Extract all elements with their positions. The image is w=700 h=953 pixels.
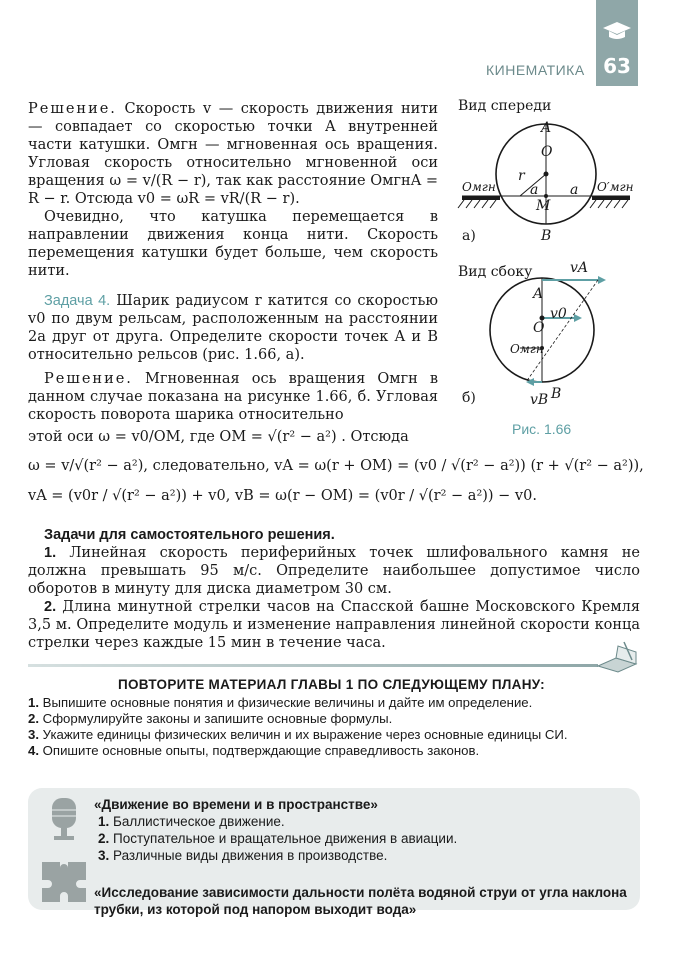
self-task-2-num: 2. — [44, 599, 57, 615]
point-O-side: O — [533, 320, 545, 336]
section-title: КИНЕМАТИКА — [486, 62, 585, 78]
puzzle-icon — [40, 860, 88, 904]
figure-caption: Рис. 1.66 — [512, 421, 572, 437]
self-task-1-num: 1. — [44, 545, 57, 561]
point-Omgn: Oмгн — [462, 180, 496, 194]
review-list — [28, 695, 640, 759]
self-task-1-text: Линейная скорость периферийных точек шлифовального камня не должна превышать 95 м/с. Определите наибольшее допустимое число оборотов в минуту для диска диаметром 30 см. — [28, 545, 640, 597]
book-icon — [596, 640, 640, 676]
solution-label: Решение. — [28, 101, 117, 117]
solution-1 — [28, 100, 438, 280]
task-text: Шарик радиусом r катится со скоростью v0 по двум рельсам, расположенным на расстоянии 2a друг от друга. Определите скорости точек A и B относительно рельсов (рис. 1.66, а). — [28, 293, 438, 363]
figure-side-title: Вид сбоку — [458, 264, 533, 280]
page-tab — [596, 0, 638, 86]
review-item: 1. Выпишите основные понятия и физические величины и дайте им определение. — [28, 695, 533, 710]
research-title: «Исследование зависимости дальности полёта водяной струи от угла наклона трубки, из которой под напором выходит вода» — [94, 885, 627, 917]
self-tasks-title: Задачи для самостоятельного решения. — [44, 527, 335, 543]
formula-1: ω = v/√(r² − a²), следовательно, vA = ω(r + OM) = (v0 / √(r² − a²)) (r + √(r² − a²)), — [28, 458, 644, 474]
point-M: M — [536, 198, 551, 214]
velocity-B: vB — [530, 392, 549, 408]
self-task-2-text: Длина минутной стрелки часов на Спасской башне Московского Кремля 3,5 м. Определите модуль и изменение направления линейной скорости конца стрелки через каждые 15 мин в течение часа. — [28, 599, 640, 651]
conference-item: 2. Поступательное и вращательное движения в авиации. — [98, 831, 458, 846]
point-Omgn-side: Oмгн — [510, 342, 544, 356]
conference-item: 1. Баллистическое движение. — [98, 814, 285, 829]
review-item: 2. Сформулируйте законы и запишите основные формулы. — [28, 711, 393, 726]
point-B: B — [541, 228, 552, 244]
solution-text: Скорость v — скорость движения нити — совпадает со скоростью точки A внутренней части катушки. Oмгн — мгновенная ось вращения. Угловая скорость относительно мгновенной оси вращения ω = v/(R − r), так как расстояние OмгнA = R − r. Отсюда v0 = ωR = vR/(R − r). — [28, 101, 438, 207]
label-r: r — [518, 168, 525, 184]
review-title: ПОВТОРИТЕ МАТЕРИАЛ ГЛАВЫ 1 ПО СЛЕДУЮЩЕМУ ПЛАНУ: — [118, 677, 545, 692]
microphone-icon — [44, 796, 84, 844]
point-A: A — [541, 120, 552, 136]
section-divider — [28, 664, 598, 667]
figure-label-b: б) — [462, 390, 476, 406]
solution-text: Мгновенная ось вращения Oмгн в данном случае показана на рисунке 1.66, б. Угловая скорость поворота шарика относительно — [28, 371, 438, 423]
task-label: Задача 4. — [44, 293, 111, 309]
velocity-A: vA — [570, 260, 589, 276]
task-4 — [28, 292, 438, 364]
figure-front-title: Вид спереди — [458, 98, 552, 114]
solution-2 — [28, 370, 438, 446]
page-number: 63 — [603, 54, 631, 78]
label-a1: a — [530, 182, 539, 198]
self-tasks — [28, 526, 640, 652]
projects-content — [94, 796, 634, 918]
figure-label-a: а) — [462, 228, 476, 244]
solution-conclusion: Очевидно, что катушка перемещается в направлении движения конца нити. Скорость перемещения катушки будет больше, чем скорость нити. — [28, 209, 438, 279]
solution-label: Решение. — [44, 371, 133, 387]
point-O: O — [541, 144, 553, 160]
review-item: 3. Укажите единицы физических величин и их выражение через основные единицы СИ. — [28, 727, 568, 742]
formula-2: vA = (v0r / √(r² − a²)) + v0, vB = ω(r − OM) = (v0r / √(r² − a²)) − v0. — [28, 488, 537, 504]
solution-line-last: этой оси ω = v0/OM, где OM = √(r² − a²) . Отсюда — [28, 429, 409, 445]
graduation-cap-icon — [602, 20, 632, 42]
point-Omgn-prime: O′мгн — [597, 180, 634, 194]
conference-item: 3. Различные виды движения в производстве. — [98, 848, 388, 863]
label-a2: a — [570, 182, 579, 198]
velocity-0: v0 — [550, 306, 567, 322]
point-B-side: B — [551, 386, 562, 402]
figure-side-view — [480, 268, 620, 408]
review-item: 4. Опишите основные опыты, подтверждающие справедливость законов. — [28, 743, 480, 758]
conference-title: «Движение во времени и в пространстве» — [94, 797, 378, 812]
point-A-side: A — [533, 286, 544, 302]
